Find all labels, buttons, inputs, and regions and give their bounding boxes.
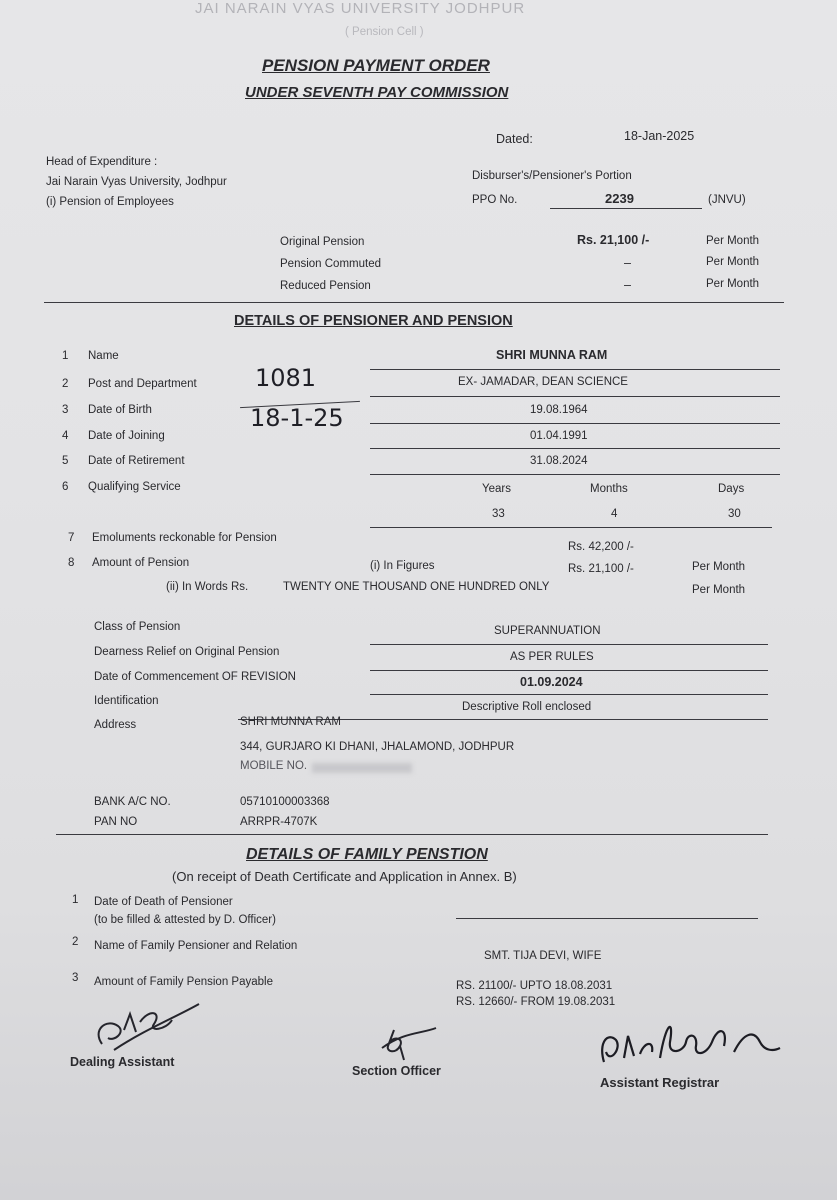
dated-label: Dated:	[496, 132, 533, 146]
emoluments-value: Rs. 42,200 /-	[568, 541, 634, 553]
family-amount-value-1: RS. 21100/- UPTO 18.08.2031	[456, 980, 613, 992]
reduced-pension-label: Reduced Pension	[280, 280, 371, 292]
family-pension-subheading: (On receipt of Death Certificate and Application in Annex. B)	[172, 869, 517, 884]
ppo-label: PPO No.	[472, 194, 518, 206]
ppo-number: 2239	[605, 191, 634, 206]
address-name: SHRI MUNNA RAM	[240, 716, 341, 728]
commencement-underline	[370, 694, 768, 695]
bank-account-label: BANK A/C NO.	[94, 796, 171, 808]
dated-value: 18-Jan-2025	[624, 129, 695, 143]
row-number: 7	[68, 532, 75, 544]
post-label: Post and Department	[88, 378, 197, 390]
handwritten-date: 18-1-25	[250, 404, 344, 432]
months-header: Months	[590, 483, 628, 495]
class-of-pension-label: Class of Pension	[94, 621, 181, 633]
family-pension-heading: DETAILS OF FAMILY PENSTION	[246, 846, 488, 863]
pension-commuted-period: Per Month	[706, 256, 760, 268]
name-label: Name	[88, 350, 119, 362]
handwritten-number: 1081	[255, 364, 317, 392]
in-words-label: (ii) In Words Rs.	[166, 581, 249, 593]
dearness-relief-label: Dearness Relief on Original Pension	[94, 646, 280, 658]
doj-value: 01.04.1991	[530, 430, 588, 442]
dor-value: 31.08.2024	[530, 455, 588, 467]
in-figures-period: Per Month	[692, 561, 746, 573]
assistant-registrar-signature	[594, 1012, 784, 1072]
years-header: Years	[482, 483, 511, 495]
row-number: 3	[62, 404, 69, 416]
family-amount-label: Amount of Family Pension Payable	[94, 976, 273, 988]
death-date-label: Date of Death of Pensioner	[94, 896, 233, 908]
days-value: 30	[728, 508, 741, 520]
row-number: 1	[62, 350, 69, 362]
pension-commuted-label: Pension Commuted	[280, 258, 381, 270]
reduced-pension-period: Per Month	[706, 278, 760, 290]
reduced-pension-amount: –	[624, 278, 631, 292]
document-subtitle: UNDER SEVENTH PAY COMMISSION	[245, 84, 509, 101]
service-underline	[370, 527, 772, 528]
section-divider	[44, 302, 784, 303]
dearness-underline	[370, 670, 768, 671]
in-words-value: TWENTY ONE THOUSAND ONE HUNDRED ONLY	[283, 581, 550, 593]
dealing-assistant-signature	[84, 1000, 204, 1060]
doj-label: Date of Joining	[88, 430, 165, 442]
family-pensioner-value: SMT. TIJA DEVI, WIFE	[484, 950, 602, 962]
family-amount-value-2: RS. 12660/- FROM 19.08.2031	[456, 996, 616, 1008]
pan-label: PAN NO	[94, 816, 138, 828]
details-heading: DETAILS OF PENSIONER AND PENSION	[234, 313, 513, 329]
pension-commuted-amount: –	[624, 256, 631, 270]
ppo-suffix: (JNVU)	[708, 194, 746, 206]
head-of-expenditure-type: (i) Pension of Employees	[46, 196, 174, 208]
row-number: 2	[62, 378, 69, 390]
months-value: 4	[611, 508, 618, 520]
head-of-expenditure-label: Head of Expenditure :	[46, 156, 158, 168]
days-header: Days	[718, 483, 745, 495]
family-pensioner-label: Name of Family Pensioner and Relation	[94, 940, 298, 952]
assistant-registrar-label: Assistant Registrar	[600, 1075, 720, 1090]
death-date-underline	[456, 918, 758, 919]
dor-label: Date of Retirement	[88, 455, 185, 467]
mobile-label: MOBILE NO.	[240, 760, 308, 772]
original-pension-label: Original Pension	[280, 236, 365, 248]
name-value: SHRI MUNNA RAM	[496, 348, 608, 362]
bank-account-value: 05710100003368	[240, 796, 330, 808]
document-title: PENSION PAYMENT ORDER	[262, 56, 490, 75]
death-date-note: (to be filled & attested by D. Officer)	[94, 914, 276, 926]
name-underline	[370, 369, 780, 370]
commencement-value: 01.09.2024	[520, 675, 583, 689]
row-number: 8	[68, 557, 75, 569]
dob-value: 19.08.1964	[530, 404, 588, 416]
in-words-period: Per Month	[692, 584, 746, 596]
head-of-expenditure-university: Jai Narain Vyas University, Jodhpur	[46, 176, 227, 188]
original-pension-period: Per Month	[706, 235, 760, 247]
row-number: 2	[72, 936, 79, 948]
row-number: 1	[72, 894, 79, 906]
section-officer-label: Section Officer	[352, 1064, 441, 1078]
emoluments-label: Emoluments reckonable for Pension	[92, 532, 277, 544]
mobile-number-redacted	[312, 763, 412, 773]
address-label: Address	[94, 719, 137, 731]
original-pension-amount: Rs. 21,100 /-	[577, 233, 650, 247]
section-name-faded: ( Pension Cell )	[345, 26, 424, 38]
dearness-relief-value: AS PER RULES	[510, 651, 594, 663]
section-officer-signature	[374, 1022, 444, 1062]
identification-label: Identification	[94, 695, 159, 707]
dob-underline	[370, 423, 780, 424]
portion-label: Disburser's/Pensioner's Portion	[472, 170, 632, 182]
commencement-label: Date of Commencement OF REVISION	[94, 671, 296, 683]
post-underline	[370, 396, 780, 397]
class-underline	[370, 644, 768, 645]
qualifying-service-label: Qualifying Service	[88, 481, 181, 493]
family-section-divider	[56, 834, 768, 835]
amount-of-pension-label: Amount of Pension	[92, 557, 190, 569]
identification-value: Descriptive Roll enclosed	[462, 701, 592, 713]
years-value: 33	[492, 508, 505, 520]
in-figures-value: Rs. 21,100 /-	[568, 563, 634, 575]
dealing-assistant-label: Dealing Assistant	[70, 1055, 175, 1069]
pan-value: ARRPR-4707K	[240, 816, 318, 828]
row-number: 3	[72, 972, 79, 984]
university-name-faded: JAI NARAIN VYAS UNIVERSITY JODHPUR	[195, 0, 526, 17]
address-line: 344, GURJARO KI DHANI, JHALAMOND, JODHPUR	[240, 741, 515, 753]
ppo-underline	[550, 208, 702, 209]
in-figures-label: (i) In Figures	[370, 560, 435, 572]
row-number: 4	[62, 430, 69, 442]
row-number: 5	[62, 455, 69, 467]
class-of-pension-value: SUPERANNUATION	[494, 625, 601, 637]
doj-underline	[370, 448, 780, 449]
post-value: EX- JAMADAR, DEAN SCIENCE	[458, 376, 628, 388]
dob-label: Date of Birth	[88, 404, 152, 416]
dor-underline	[370, 474, 780, 475]
row-number: 6	[62, 481, 69, 493]
